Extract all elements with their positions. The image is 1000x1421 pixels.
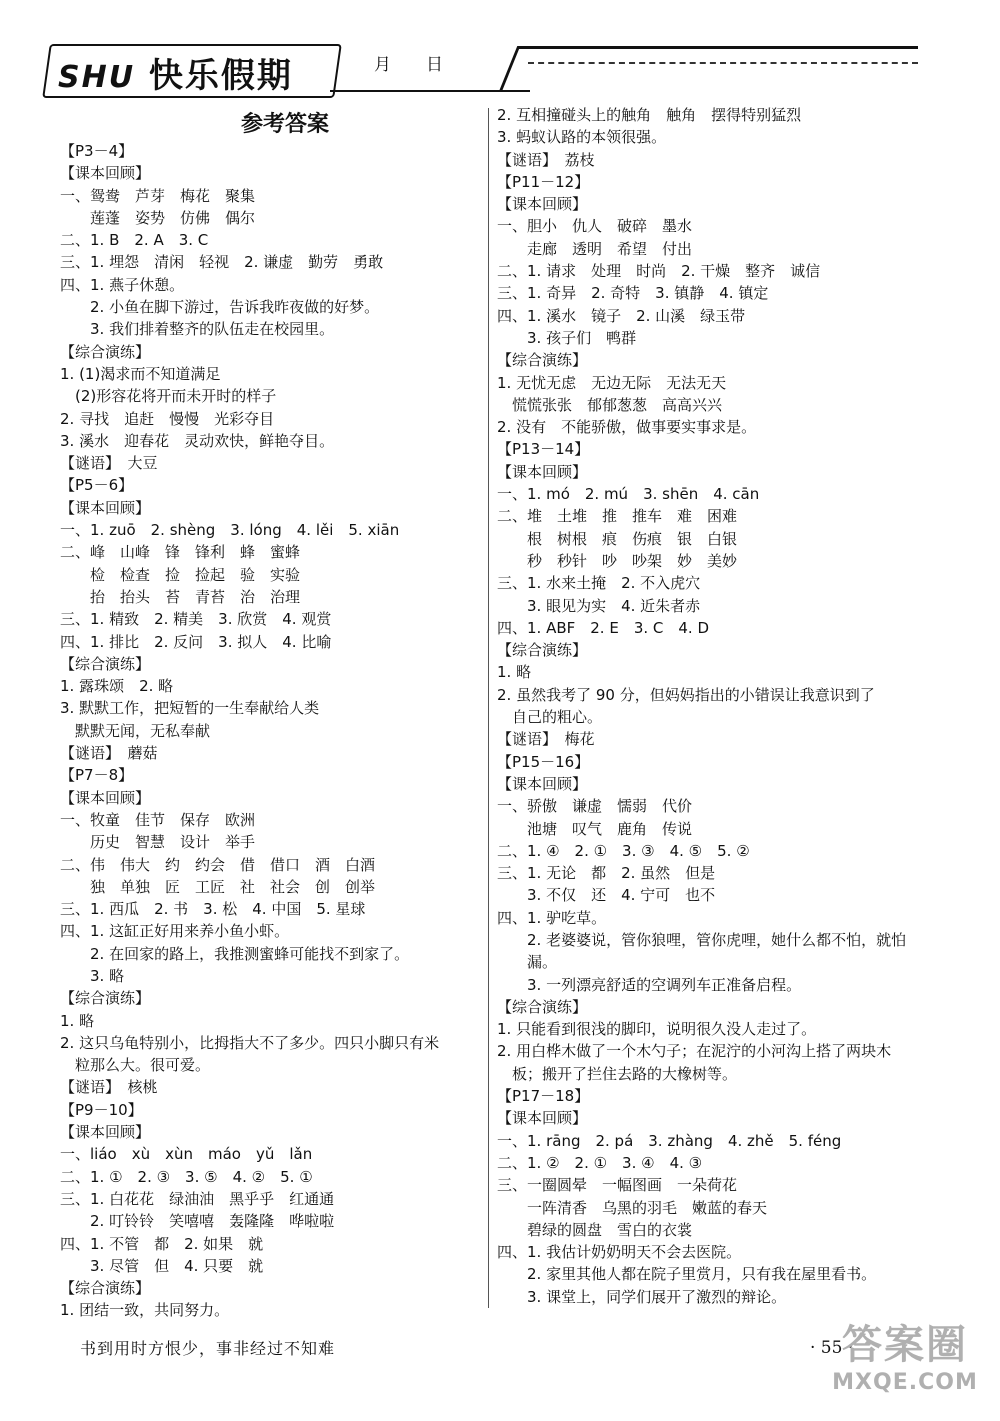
answer-line: 2. 这只乌龟特别小，比拇指大不了多少。四只小脚只有米 [60,1033,440,1052]
answer-line: 二、伟 伟大 约 约会 借 借口 酒 白酒 [60,855,376,874]
answer-line: 【课本回顾】 [497,1109,588,1128]
answer-line: 1. (1)渴求而不知道满足 [60,364,221,383]
answer-line: 二、1. ① 2. ③ 3. ⑤ 4. ② 5. ① [60,1167,313,1186]
answer-line: 3. 不仅 还 4. 宁可 也不 [497,886,716,905]
answer-line: 2. 小鱼在脚下游过，告诉我昨夜做的好梦。 [60,298,380,317]
answer-line: 三、1. 无论 都 2. 虽然 但是 [497,864,716,883]
answer-line: 【综合演练】 [497,641,588,660]
answer-line: 检 检查 捡 捡起 验 实验 [60,565,301,584]
answer-line: 【综合演练】 [60,989,151,1008]
answer-line: 三、1. 埋怨 清闲 轻视 2. 谦虚 勤劳 勇敢 [60,253,384,272]
answer-line: 一阵清香 乌黑的羽毛 嫩蓝的春天 [497,1198,768,1217]
answer-line: 一、牧童 佳节 保存 欧洲 [60,810,256,829]
answer-line: 一、胆小 仇人 破碎 墨水 [497,217,693,236]
answer-line: 板；搬开了拦住去路的大橡树等。 [497,1064,738,1083]
answer-line: 一、骄傲 谦虚 懦弱 代价 [497,797,693,816]
answer-line: 二、峰 山峰 锋 锋利 蜂 蜜蜂 [60,543,301,562]
answer-line: 秒 秒针 吵 吵架 妙 美妙 [497,551,738,570]
answer-line: 一、1. rāng 2. pá 3. zhàng 4. zhě 5. féng [497,1131,842,1150]
answer-line: 【综合演练】 [60,654,151,673]
answer-line: 漏。 [497,953,558,972]
month-label: 月 [374,55,391,75]
answer-line: 【P11－12】 [497,172,590,191]
answer-line: 三、1. 西瓜 2. 书 3. 松 4. 中国 5. 星球 [60,900,366,919]
answer-line: 一、鸳鸯 芦芽 梅花 聚集 [60,186,256,205]
answer-line: 四、1. 不管 都 2. 如果 就 [60,1234,264,1253]
answer-line: 1. 无忧无虑 无边无际 无法无天 [497,373,727,392]
answer-line: 1. 略 [60,1011,95,1030]
answer-line: 2. 家里其他人都在院子里赏月，只有我在屋里看书。 [497,1265,877,1284]
answer-line: 【综合演练】 [60,342,151,361]
answer-line: 四、1. 溪水 镜子 2. 山溪 绿玉带 [497,306,746,325]
answer-line: 四、1. ABF 2. E 3. C 4. D [497,618,710,637]
brand-chinese: 快乐假期 [148,56,293,96]
answer-line: 【课本回顾】 [497,774,588,793]
header-slant [499,46,551,92]
answer-line: 【课本回顾】 [497,462,588,481]
answer-line: 【谜语】 梅花 [497,730,595,749]
answer-line: 二、1. ④ 2. ① 3. ③ 4. ⑤ 5. ② [497,841,750,860]
left-column [60,110,480,1322]
answer-line: 1. 只能看到很浅的脚印，说明很久没人走过了。 [497,1020,817,1039]
answer-line: 三、1. 水来土掩 2. 不入虎穴 [497,574,701,593]
answer-line: 3. 孩子们 鸭群 [497,328,637,347]
day-label: 日 [426,55,443,75]
answer-line: 【谜语】 荔枝 [497,150,595,169]
footer-motto: 书到用时方恨少，事非经过不知难 [80,1339,336,1358]
answer-line: 3. 溪水 迎春花 灵动欢快，鲜艳夺目。 [60,431,335,450]
answer-line: 自己的粗心。 [497,708,603,727]
answer-line: 一、1. mó 2. mú 3. shēn 4. cān [497,485,760,504]
answer-line: 【课本回顾】 [60,498,151,517]
header-rule [518,46,918,49]
answer-line: (2)形容花将开而未开时的样子 [60,387,277,406]
answer-line: 2. 寻找 追赶 慢慢 光彩夺目 [60,409,275,428]
answer-line: 走廊 透明 希望 付出 [497,239,693,258]
answer-line: 【谜语】 核桃 [60,1078,158,1097]
answer-line: 【P15－16】 [497,752,590,771]
answer-line: 1. 露珠颂 2. 略 [60,677,174,696]
page-number: · 55 · [810,1338,854,1358]
answer-line: 二、1. ② 2. ① 3. ④ 4. ③ [497,1153,703,1172]
answer-line: 三、一圈圆晕 一幅图画 一朵荷花 [497,1176,738,1195]
answer-line: 慌慌张张 郁郁葱葱 高高兴兴 [497,395,723,414]
answer-line: 2. 在回家的路上，我推测蜜蜂可能找不到家了。 [60,944,410,963]
answer-line: 【谜语】 大豆 [60,454,158,473]
answer-line: 【综合演练】 [497,997,588,1016]
answer-line: 【P5－6】 [60,476,134,495]
answer-line: 三、1. 白花花 绿油油 黑乎乎 红通通 [60,1189,335,1208]
answer-line: 二、堆 土堆 推 推车 难 困难 [497,507,738,526]
answer-line: 2. 老婆婆说，管你狼哩，管你虎哩，她什么都不怕，就怕 [497,930,907,949]
answer-line: 3. 默默工作，把短暂的一生奉献给人类 [60,699,320,718]
answer-line: 【课本回顾】 [60,1123,151,1142]
answer-line: 【课本回顾】 [60,788,151,807]
answer-line: 抬 抬头 苔 青苔 治 治理 [60,587,301,606]
answer-line: 三、1. 精致 2. 精美 3. 欣赏 4. 观赏 [60,610,332,629]
answer-line: 【综合演练】 [60,1279,151,1298]
answer-line: 【课本回顾】 [60,164,151,183]
answer-line: 3. 蚂蚁认路的本领很强。 [497,128,667,147]
header-dashed-rule [528,62,918,64]
watermark-title: 答案圈 [842,1322,968,1368]
column-divider [488,108,489,1308]
answer-line: 2. 用白桦木做了一个木勺子；在泥泞的小河沟上搭了两块木 [497,1042,892,1061]
watermark [820,1320,990,1420]
answer-line: 四、1. 驴吃草。 [497,908,607,927]
answer-line: 3. 尽管 但 4. 只要 就 [60,1256,264,1275]
answer-line: 碧绿的圆盘 雪白的衣裳 [497,1220,693,1239]
answer-line: 1. 团结一致，共同努力。 [60,1301,230,1320]
answer-line: 【P7－8】 [60,766,134,785]
answer-line: 四、1. 我估计奶奶明天不会去医院。 [497,1243,742,1262]
answer-line: 历史 智慧 设计 举手 [60,833,256,852]
answer-line: 【P13－14】 [497,440,590,459]
answer-line: 二、1. 请求 处理 时尚 2. 干燥 整齐 诚信 [497,262,821,281]
answer-line: 3. 一列漂亮舒适的空调列车正准备启程。 [497,975,802,994]
answer-line: 3. 略 [60,966,125,985]
answer-line: 【课本回顾】 [497,195,588,214]
right-column [497,104,917,1308]
answer-line: 2. 虽然我考了 90 分，但妈妈指出的小错误让我意识到了 [497,685,875,704]
answer-line: 2. 没有 不能骄傲，做事要实事求是。 [497,418,757,437]
answer-line: 2. 叮铃铃 笑嘻嘻 轰隆隆 哗啦啦 [60,1212,335,1231]
answer-line: 【P3－4】 [60,142,134,160]
watermark-url: MXQE.COM [832,1370,978,1395]
answer-line: 3. 我们排着整齐的队伍走在校园里。 [60,320,335,339]
answer-line: 3. 课堂上，同学们展开了激烈的辩论。 [497,1287,787,1306]
answer-line: 一、1. zuō 2. shèng 3. lóng 4. lěi 5. xiān [60,521,400,540]
page-title: 参考答案 [240,112,329,137]
answer-line: 一、liáo xù xùn máo yǔ lǎn [60,1145,313,1164]
answer-line: 默默无闻，无私奉献 [60,721,211,740]
answer-line: 2. 互相撞碰头上的触角 触角 摆得特别猛烈 [497,106,802,124]
page-header [30,34,930,104]
answer-line: 四、1. 这缸正好用来养小鱼小虾。 [60,922,290,941]
answer-line: 【谜语】 蘑菇 [60,744,158,763]
answer-line: 二、1. B 2. A 3. C [60,231,209,250]
brand-latin: SHU [58,60,136,95]
answer-line: 四、1. 排比 2. 反问 3. 拟人 4. 比喻 [60,632,332,651]
answer-line: 【P17－18】 [497,1087,590,1106]
answer-line: 三、1. 奇异 2. 奇特 3. 镇静 4. 镇定 [497,284,769,303]
answer-line: 莲蓬 姿势 仿佛 偶尔 [60,208,256,227]
answer-line: 【P9－10】 [60,1100,143,1119]
answer-line: 四、1. 燕子休憩。 [60,275,185,294]
brand-title [58,48,293,97]
answer-line: 【综合演练】 [497,351,588,370]
answer-line: 1. 略 [497,663,532,682]
answer-line: 独 单独 匠 工匠 社 社会 创 创举 [60,877,376,896]
answer-line: 粒那么大。很可爱。 [60,1056,211,1075]
answer-line: 池塘 叹气 鹿角 传说 [497,819,693,838]
answer-line: 3. 眼见为实 4. 近朱者赤 [497,596,701,615]
answer-line: 根 树根 痕 伤痕 银 白银 [497,529,738,548]
